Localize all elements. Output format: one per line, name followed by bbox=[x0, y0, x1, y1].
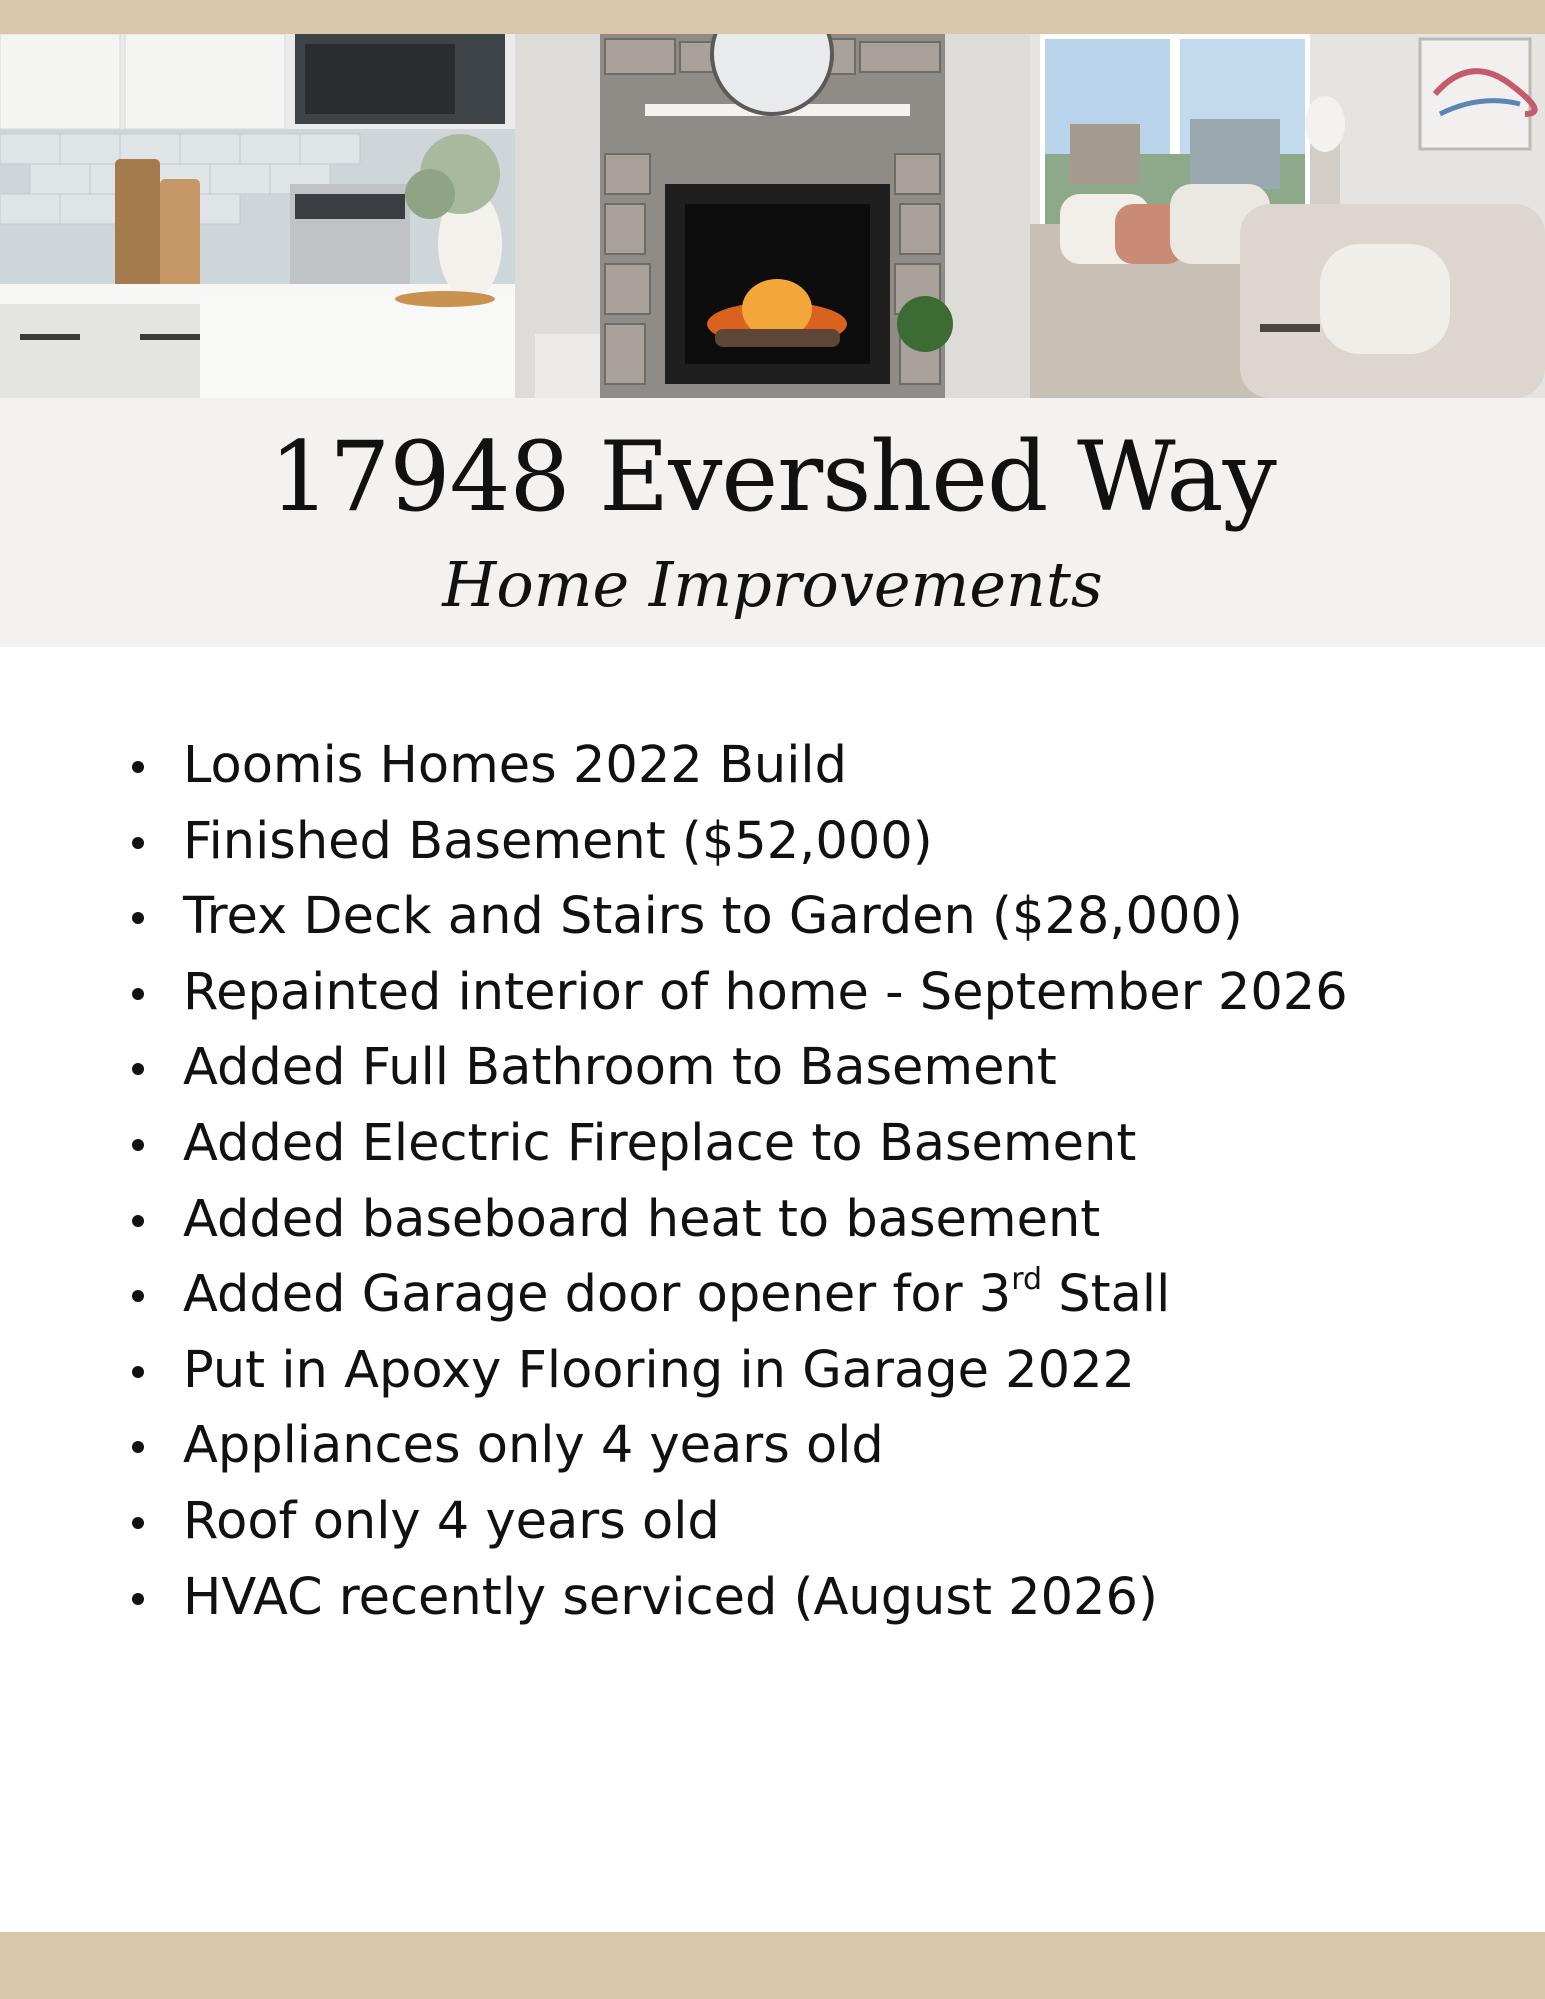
list-item: Added Full Bathroom to Basement bbox=[0, 1030, 1348, 1106]
bullet bbox=[132, 1139, 144, 1151]
bullet bbox=[132, 912, 144, 924]
page-title: 17948 Evershed Way bbox=[269, 421, 1276, 533]
bullet bbox=[132, 1441, 144, 1453]
bullet bbox=[132, 761, 144, 773]
fireplace-photo bbox=[515, 34, 1030, 398]
top-decorative-band bbox=[0, 0, 1545, 34]
living-room-photo bbox=[1030, 34, 1545, 398]
bullet bbox=[132, 1290, 144, 1302]
bottom-decorative-band bbox=[0, 1932, 1545, 1999]
bullet bbox=[132, 1063, 144, 1075]
list-item: Added Garage door opener for 3rd Stall bbox=[0, 1257, 1348, 1333]
list-item: Added Electric Fireplace to Basement bbox=[0, 1106, 1348, 1182]
page-subtitle: Home Improvements bbox=[442, 548, 1103, 621]
improvements-list bbox=[0, 728, 1348, 1635]
bullet bbox=[132, 1593, 144, 1605]
bullet bbox=[132, 988, 144, 1000]
list-item: Loomis Homes 2022 Build bbox=[0, 728, 1348, 804]
list-item: HVAC recently serviced (August 2026) bbox=[0, 1560, 1348, 1636]
bullet bbox=[132, 837, 144, 849]
bullet bbox=[132, 1215, 144, 1227]
bullet bbox=[132, 1366, 144, 1378]
list-item: Roof only 4 years old bbox=[0, 1484, 1348, 1560]
list-item: Appliances only 4 years old bbox=[0, 1408, 1348, 1484]
kitchen-photo bbox=[0, 34, 515, 398]
list-item: Added baseboard heat to basement bbox=[0, 1182, 1348, 1258]
title-section bbox=[0, 398, 1545, 647]
list-item: Put in Apoxy Flooring in Garage 2022 bbox=[0, 1333, 1348, 1409]
list-item: Finished Basement ($52,000) bbox=[0, 804, 1348, 880]
list-item: Repainted interior of home - September 2026 bbox=[0, 955, 1348, 1031]
photo-strip bbox=[0, 34, 1545, 398]
list-item: Trex Deck and Stairs to Garden ($28,000) bbox=[0, 879, 1348, 955]
bullet bbox=[132, 1517, 144, 1529]
